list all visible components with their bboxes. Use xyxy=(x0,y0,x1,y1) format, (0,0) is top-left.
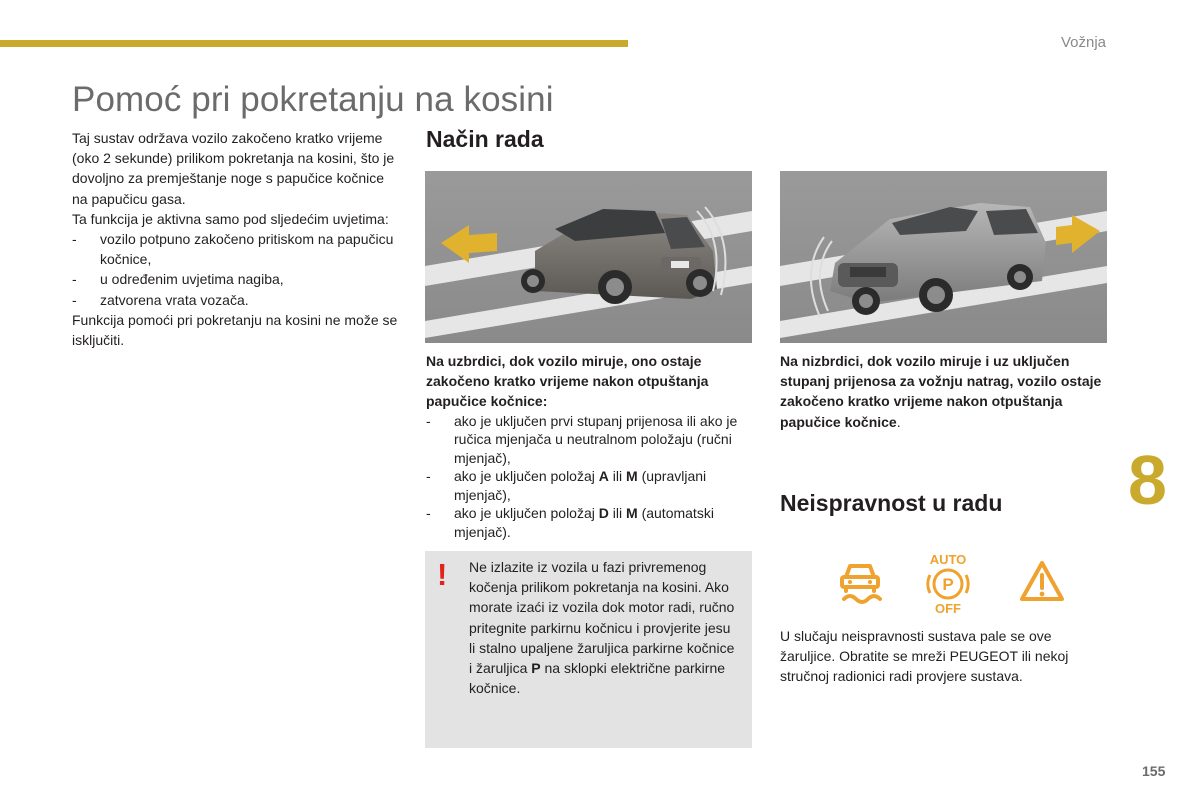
list-item: - vozilo potpuno zakočeno pritiskom na papučicu kočnice, xyxy=(72,231,394,268)
list-item: - ako je uključen položaj D ili M (automatski mjenjač). xyxy=(426,505,714,540)
warning-box xyxy=(425,551,752,748)
page-number: 155 xyxy=(1142,763,1166,779)
operation-heading: Način rada xyxy=(426,126,544,152)
uphill-caption-text: Na uzbrdici, dok vozilo miruje, ono ostaje zakočeno kratko vrijeme nakon otpuštanja papučice kočnice: xyxy=(426,353,709,410)
chapter-number: 8 xyxy=(1128,441,1167,519)
intro-paragraph: Taj sustav održava vozilo zakočeno kratko vrijeme (oko 2 sekunde) prilikom pokretanja na kosini, što je dovoljno za premještanje noge s papučice kočnice na papučicu gasa. xyxy=(72,130,395,207)
conditions-list xyxy=(72,229,402,310)
list-item: - ako je uključen položaj A ili M (upravljani mjenjač), xyxy=(426,468,707,503)
intro-column xyxy=(72,128,402,350)
off-label: OFF xyxy=(935,601,961,615)
warning-icon: ! xyxy=(437,557,448,592)
conditions-intro: Ta funkcija je aktivna samo pod sljedećim uvjetima: xyxy=(72,210,389,227)
cannot-disable-note: Funkcija pomoći pri pokretanju na kosini ne može se isključiti. xyxy=(72,311,398,349)
header-accent-bar xyxy=(0,40,628,47)
list-item: - u određenim uvjetima nagiba, xyxy=(72,271,284,288)
downhill-illustration xyxy=(780,171,1107,343)
section-name: Vožnja xyxy=(1060,34,1106,51)
auto-label: AUTO xyxy=(929,553,967,567)
stability-control-icon xyxy=(836,555,884,607)
uphill-illustration xyxy=(425,171,752,343)
auto-park-brake-off-icon xyxy=(922,553,974,615)
fault-text: U slučaju neispravnosti sustava pale se ove žaruljice. Obratite se mreži PEUGEOT ili nekoj stručnoj radionici radi provjere sustava. xyxy=(780,628,1069,685)
fault-heading: Neispravnost u radu xyxy=(780,490,1003,516)
uphill-caption xyxy=(426,351,756,541)
warning-text: Ne izlazite iz vozila u fazi privremenog kočenja prilikom pokretanja na kosini. Ako morate izaći iz vozila dok motor radi, ručno pritegnite parkirnu kočnicu i provjerite jesu li stalno upaljene žaruljica parkirne kočnice i žaruljica P na sklopki električne parkirne kočnice. xyxy=(469,559,735,697)
page-title: Pomoć pri pokretanju na kosini xyxy=(72,80,554,119)
warning-lamps xyxy=(836,555,1076,615)
uphill-conditions-list xyxy=(426,412,756,542)
warning-triangle-icon xyxy=(1018,559,1066,603)
p-label: P xyxy=(942,575,954,594)
list-item: - ako je uključen prvi stupanj prijenosa ili ako je ručica mjenjača u neutralnom položaju (ručni mjenjač), xyxy=(426,412,738,466)
list-item: - zatvorena vrata vozača. xyxy=(72,291,249,308)
downhill-caption: Na nizbrdici, dok vozilo miruje i uz uključen stupanj prijenosa za vožnju natrag, vozilo ostaje zakočeno kratko vrijeme nakon otpuštanja papučice kočnice. xyxy=(780,353,1102,430)
